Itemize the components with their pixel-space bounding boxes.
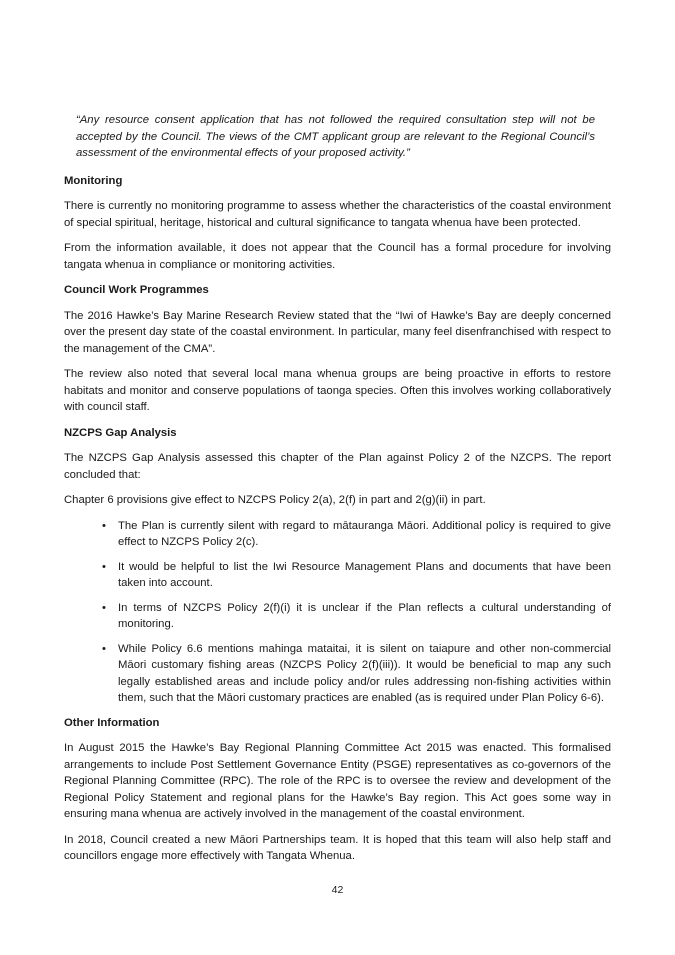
gap-analysis-paragraph-1: The NZCPS Gap Analysis assessed this chapter of the Plan against Policy 2 of the NZCPS. The report concluded that:: [64, 452, 611, 481]
list-item-text: In terms of NZCPS Policy 2(f)(i) it is unclear if the Plan reflects a cultural understanding of monitoring.: [118, 601, 611, 630]
list-item: [64, 600, 611, 633]
council-work-paragraph-2: The review also noted that several local mana whenua groups are being proactive in efforts to restore habitats and monitor and conserve populations of taonga species. Often this involves working collaboratively with council staff.: [64, 368, 611, 413]
list-item-text: It would be helpful to list the Iwi Resource Management Plans and documents that have been taken into account.: [118, 560, 611, 589]
list-item-text: The Plan is currently silent with regard to mātauranga Māori. Additional policy is required to give effect to NZCPS Policy 2(c).: [118, 519, 611, 548]
other-info-paragraph-2: In 2018, Council created a new Māori Partnerships team. It is hoped that this team will also help staff and councillors engage more effectively with Tangata Whenua.: [64, 833, 611, 862]
bullet-icon: •: [102, 519, 106, 532]
bullet-icon: •: [102, 601, 106, 614]
heading-monitoring: Monitoring: [64, 174, 123, 187]
other-info-paragraph-1: In August 2015 the Hawke’s Bay Regional Planning Committee Act 2015 was enacted. This formalised arrangements to include Post Settlement Governance Entity (PSGE) representatives as co-governors of the Regional Planning Committee (RPC). The role of the RPC is to oversee the review and development of the Regional Policy Statement and regional plans for the Hawke’s Bay region. This Act goes some way in ensuring mana whenua are actively involved in the management of the coastal environment.: [64, 742, 611, 820]
monitoring-paragraph-1: There is currently no monitoring programme to assess whether the characteristics of the coastal environment of special spiritual, heritage, historical and cultural significance to tangata whenua have been protected.: [64, 200, 611, 229]
list-item-text: While Policy 6.6 mentions mahinga mataitai, it is silent on taiapure and other non-commercial Māori customary fishing areas (NZCPS Policy 2(f)(iii)). It would be beneficial to map any such legally established areas and include policy and/or rules addressing non-fishing activities within them, such that the Māori customary practices are enabled (as is required under Plan Policy 6-6).: [118, 642, 611, 704]
gap-analysis-bullet-list: [64, 518, 611, 707]
monitoring-paragraph-2: From the information available, it does not appear that the Council has a formal procedure for involving tangata whenua in compliance or monitoring activities.: [64, 242, 611, 271]
quote-paragraph: “Any resource consent application that has not followed the required consultation step will not be accepted by the Council. The views of the CMT applicant group are relevant to the Regional Council’s assessment of the environmental effects of your proposed activity.”: [76, 114, 595, 159]
list-item: [64, 641, 611, 707]
heading-other-information: Other Information: [64, 716, 160, 729]
list-item: [64, 559, 611, 592]
gap-analysis-paragraph-2: Chapter 6 provisions give effect to NZCPS Policy 2(a), 2(f) in part and 2(g)(ii) in part.: [64, 494, 486, 506]
heading-nzcps-gap-analysis: NZCPS Gap Analysis: [64, 426, 177, 439]
council-work-paragraph-1: The 2016 Hawke’s Bay Marine Research Review stated that the “Iwi of Hawke’s Bay are deeply concerned over the present day state of the coastal environment. In particular, many feel disenfranchised with respect to the management of the CMA”.: [64, 309, 611, 355]
bullet-icon: •: [102, 642, 106, 655]
heading-council-work-programmes: Council Work Programmes: [64, 284, 209, 296]
document-body: [64, 112, 611, 874]
list-item: [64, 518, 611, 551]
page-number: 42: [331, 884, 344, 896]
bullet-icon: •: [102, 560, 106, 573]
